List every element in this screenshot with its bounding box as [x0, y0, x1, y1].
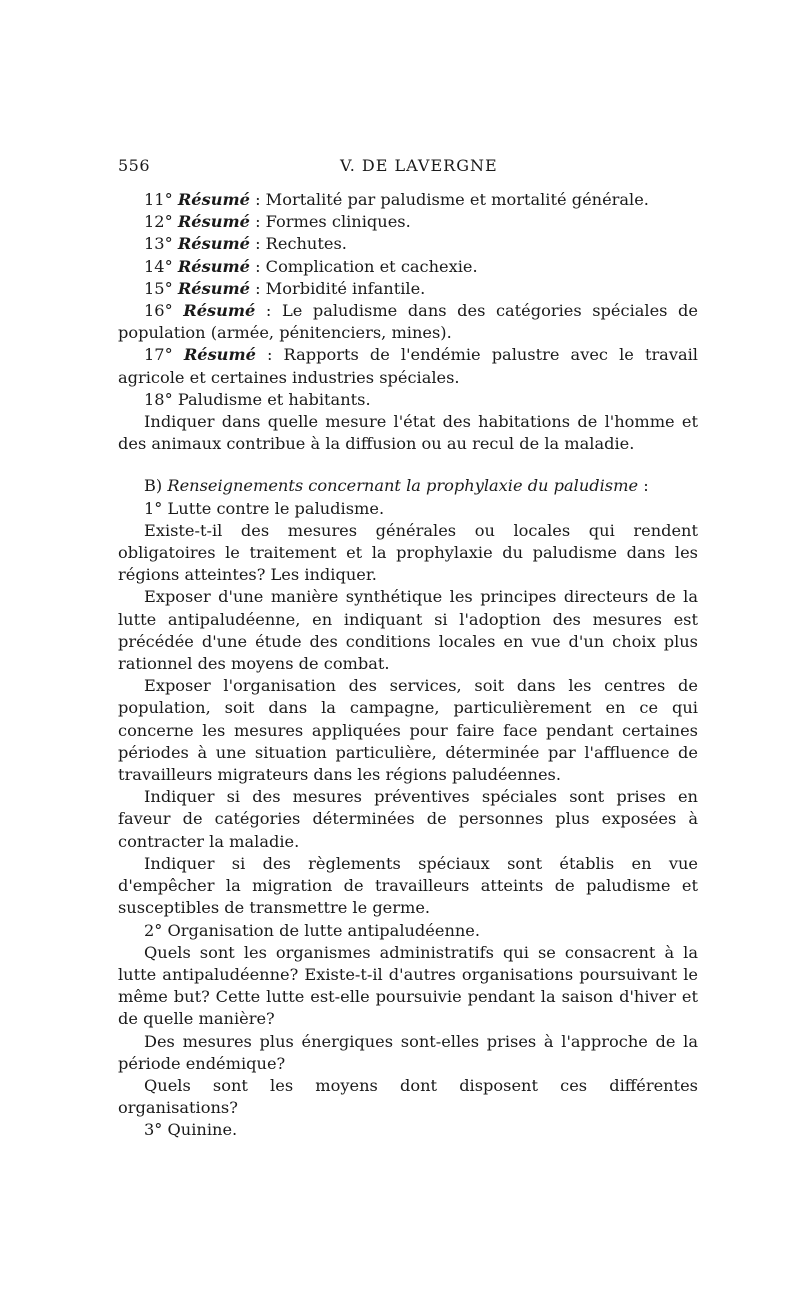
paragraph-12 — [118, 211, 698, 233]
paragraph-11 — [118, 189, 698, 211]
item-text: : Mortalité par paludisme et mortalité générale. — [255, 190, 649, 209]
item-label: Résumé — [177, 278, 250, 298]
page-number: 556 — [118, 156, 151, 175]
item-label: Résumé — [183, 301, 256, 321]
section-colon: : — [643, 476, 649, 496]
item-label: Résumé — [177, 212, 250, 232]
item-text: : Rechutes. — [255, 234, 347, 254]
item-label: Résumé — [183, 345, 256, 365]
item-number: 16° — [144, 301, 173, 321]
item-text: : Complication et cachexie. — [255, 256, 478, 276]
paragraph-organisation-lutte: 2° Organisation de lutte antipaludéenne. — [144, 920, 481, 940]
paragraph-principes: Exposer d'une manière synthétique les principes directeurs de la lutte antipaludéenne, en indiquant si l'adoption des mesures est précédée d'une étude des conditions locales en vue d'un choix plus rationnel des moyens de combat. — [118, 587, 698, 674]
paragraph-13 — [118, 233, 698, 255]
item-text: : Morbidité infantile. — [255, 278, 426, 298]
item-number: 14° — [144, 256, 173, 276]
item-text: : Formes cliniques. — [255, 212, 411, 232]
paragraph-14 — [118, 256, 698, 278]
item-number: 15° — [144, 278, 173, 298]
item-number: 12° — [144, 212, 173, 232]
paragraph-mesures-preventives: Indiquer si des mesures préventives spéciales sont prises en faveur de catégories déterminées de personnes plus exposées à contracter la maladie. — [118, 787, 698, 851]
item-number: 17° — [144, 345, 173, 365]
item-text: : Le paludisme dans des catégories spéciales de population (armée, pénitenciers, mines). — [118, 301, 698, 343]
paragraph-habitations: Indiquer dans quelle mesure l'état des habitations de l'homme et des animaux contribue à la diffusion ou au recul de la maladie. — [118, 412, 698, 454]
item-label: Résumé — [177, 256, 250, 276]
paragraph-lutte: 1° Lutte contre le paludisme. — [144, 498, 385, 518]
paragraph-mesures-energiques: Des mesures plus énergiques sont-elles prises à l'approche de la période endémique? — [118, 1031, 698, 1073]
paragraph-organisation-services: Exposer l'organisation des services, soit dans les centres de population, soit dans la campagne, particulièrement en ce qui concerne les mesures appliquées pour faire face pendant certaines périodes à une situation particulière, déterminée par l'affluence de travailleurs migrateurs dans les régions paludéennes. — [118, 676, 698, 785]
item-label: Résumé — [177, 234, 250, 254]
item-label: Résumé — [177, 190, 250, 209]
item-number: 13° — [144, 234, 173, 254]
item-text: : Rapports de l'endémie palustre avec le travail agricole et certaines industries spéciales. — [118, 345, 698, 387]
paragraph-reglements: Indiquer si des règlements spéciaux sont établis en vue d'empêcher la migration de travailleurs atteints de paludisme et susceptibles de transmettre le germe. — [118, 853, 698, 918]
item-number: 18° — [144, 389, 173, 409]
section-b-heading — [118, 475, 698, 497]
body-text — [118, 189, 698, 1142]
paragraph-16 — [118, 300, 698, 344]
item-text: Paludisme et habitants. — [177, 389, 371, 409]
paragraph-18 — [118, 389, 698, 411]
paragraph-17 — [118, 344, 698, 388]
paragraph-quinine: 3° Quinine. — [144, 1120, 238, 1140]
paragraph-mesures-generales: Existe-t-il des mesures générales ou locales qui rendent obligatoires le traitement et la prophylaxie du paludisme dans les régions atteintes? Les indiquer. — [118, 520, 698, 585]
paragraph-organismes: Quels sont les organismes administratifs qui se consacrent à la lutte antipaludéenne? Existe-t-il d'autres organisations poursuivant le même but? Cette lutte est-elle poursuivie pendant la saison d'hiver et de quelle manière? — [118, 942, 698, 1029]
section-letter: B) — [144, 476, 163, 496]
paragraph-moyens: Quels sont les moyens dont disposent ces différentes organisations? — [118, 1075, 698, 1118]
running-head — [118, 156, 698, 178]
section-title: Renseignements concernant la prophylaxie du paludisme — [167, 476, 639, 496]
paragraph-15 — [118, 278, 698, 300]
item-number: 11° — [144, 190, 173, 209]
running-title: V. DE LAVERGNE — [340, 156, 498, 175]
